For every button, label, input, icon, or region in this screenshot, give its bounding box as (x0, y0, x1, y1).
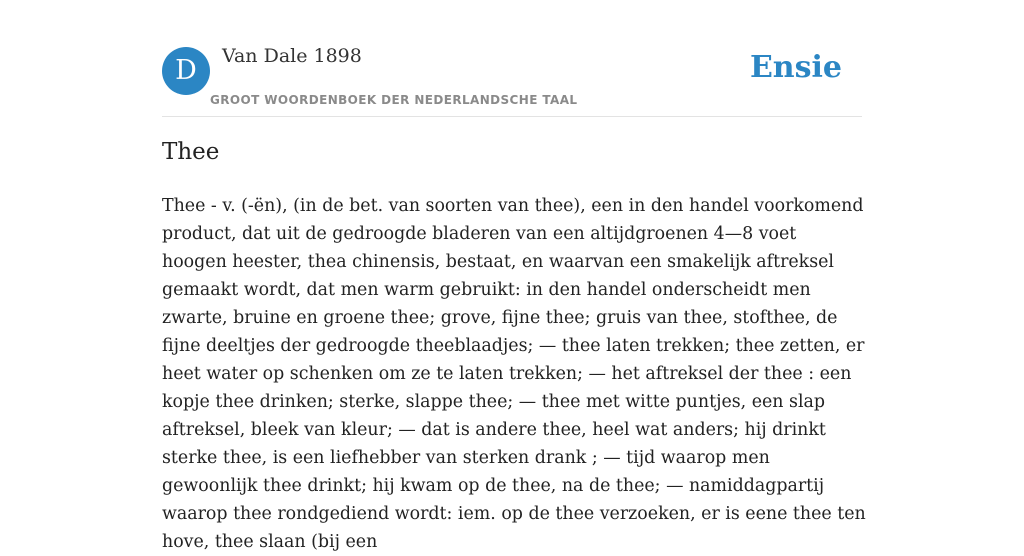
dictionary-logo[interactable]: D (162, 47, 210, 95)
brand-logo[interactable]: Ensie (749, 50, 842, 85)
entry-title: Thee (162, 139, 220, 165)
page-header (162, 0, 862, 117)
dictionary-title[interactable]: Van Dale 1898 (222, 45, 362, 67)
dictionary-subtitle: GROOT WOORDENBOEK DER NEDERLANDSCHE TAAL (210, 93, 578, 107)
entry-definition: Thee - v. (-ën), (in de bet. van soorten van thee), een in den handel voorkomend product, dat uit de gedroogde bladeren van een altijdgroenen 4—8 voet hoogen heester, thea chinensis, bestaat, en waarvan een smakelijk aftreksel gemaakt wordt, dat men warm gebruikt: in den handel onderscheidt men zwarte, bruine en groene thee; grove, fijne thee; gruis van thee, stofthee, de fijne deeltjes der gedroogde theeblaadjes; — thee laten trekken; thee zetten, er heet water op schenken om ze te laten trekken; — het aftreksel der thee : een kopje thee drinken; sterke, slappe thee; — thee met witte puntjes, een slap aftreksel, bleek van kleur; — dat is andere thee, heel wat anders; hij drinkt sterke thee, is een liefhebber van sterken drank ; — tijd waarop men gewoonlijk thee drinkt; hij kwam op de thee, na de thee; — namiddagpartij waarop thee rondgediend wordt: iem. op de thee verzoeken, er is eene thee ten hove, thee slaan (bij een (162, 196, 866, 552)
